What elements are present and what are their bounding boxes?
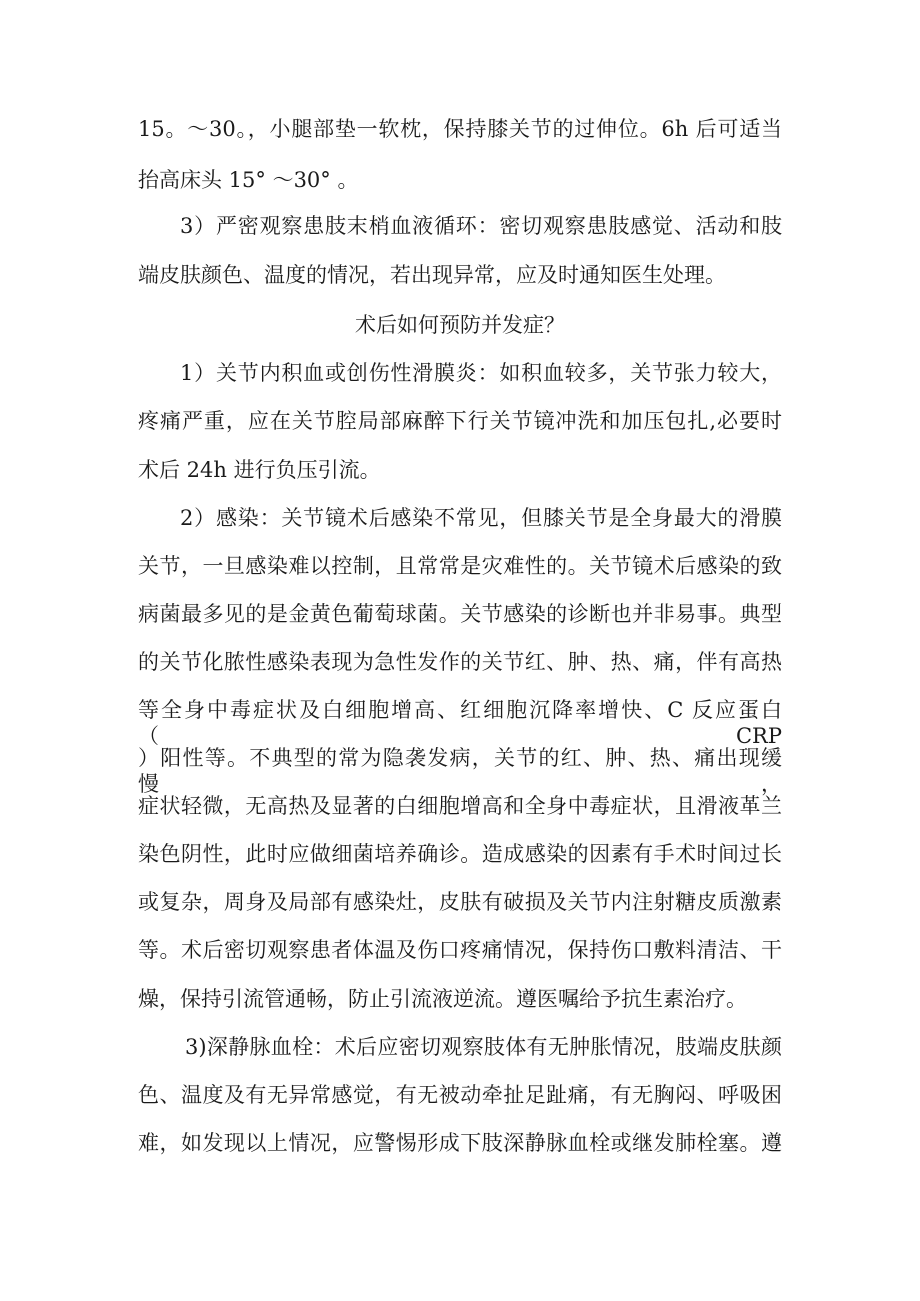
section-heading: 术后如何预防并发症？ bbox=[355, 313, 565, 337]
paragraph-line: 2）感染：关节镜术后感染不常见，但膝关节是全身最大的滑膜 bbox=[180, 506, 782, 530]
paragraph-line: 端皮肤颜色、温度的情况，若出现异常，应及时通知医生处理。 bbox=[138, 263, 726, 287]
paragraph-line: 燥，保持引流管通畅，防止引流液逆流。遵医嘱给予抗生素治疗。 bbox=[138, 987, 747, 1011]
paragraph-line: 难，如发现以上情况，应警惕形成下肢深静脉血栓或继发肺栓塞。遵 bbox=[138, 1131, 782, 1155]
paragraph-line: 等。术后密切观察患者体温及伤口疼痛情况，保持伤口敷料清洁、干 bbox=[138, 938, 782, 962]
paragraph-line: ）阳性等。不典型的常为隐袭发病，关节的红、肿、热、痛出现缓慢， bbox=[138, 746, 782, 796]
paragraph-line: 或复杂，周身及局部有感染灶，皮肤有破损及关节内注射糖皮质激素 bbox=[138, 890, 782, 914]
paragraph-line: 3）严密观察患肢末梢血液循环：密切观察患肢感觉、活动和肢 bbox=[180, 214, 782, 238]
paragraph-line: 抬高床头 15° ～30° 。 bbox=[138, 168, 359, 192]
paragraph-line: 等全身中毒症状及白细胞增高、红细胞沉降率增快、C 反应蛋白（CRP bbox=[138, 698, 782, 748]
paragraph-line: 1）关节内积血或创伤性滑膜炎：如积血较多，关节张力较大， bbox=[180, 361, 782, 385]
paragraph-line: 病菌最多见的是金黄色葡萄球菌。关节感染的诊断也并非易事。典型 bbox=[138, 602, 782, 626]
paragraph-line: 3)深静脉血栓：术后应密切观察肢体有无肿胀情况，肢端皮肤颜 bbox=[185, 1035, 782, 1059]
paragraph-line: 术后 24h 进行负压引流。 bbox=[138, 458, 381, 482]
paragraph-line: 15。～30。，小腿部垫一软枕，保持膝关节的过伸位。6h 后可适当 bbox=[138, 117, 782, 141]
paragraph-line: 色、温度及有无异常感觉，有无被动牵扯足趾痛，有无胸闷、呼吸困 bbox=[138, 1083, 782, 1107]
paragraph-line: 染色阴性，此时应做细菌培养确诊。造成感染的因素有手术时间过长 bbox=[138, 842, 782, 866]
paragraph-line: 关节，一旦感染难以控制，且常常是灾难性的。关节镜术后感染的致 bbox=[138, 554, 782, 578]
paragraph-line: 疼痛严重，应在关节腔局部麻醉下行关节镜冲洗和加压包扎,必要时 bbox=[138, 409, 782, 433]
paragraph-line: 症状轻微，无高热及显著的白细胞增高和全身中毒症状，且滑液革兰 bbox=[138, 794, 782, 818]
paragraph-line: 的关节化脓性感染表现为急性发作的关节红、肿、热、痛，伴有高热 bbox=[138, 650, 782, 674]
